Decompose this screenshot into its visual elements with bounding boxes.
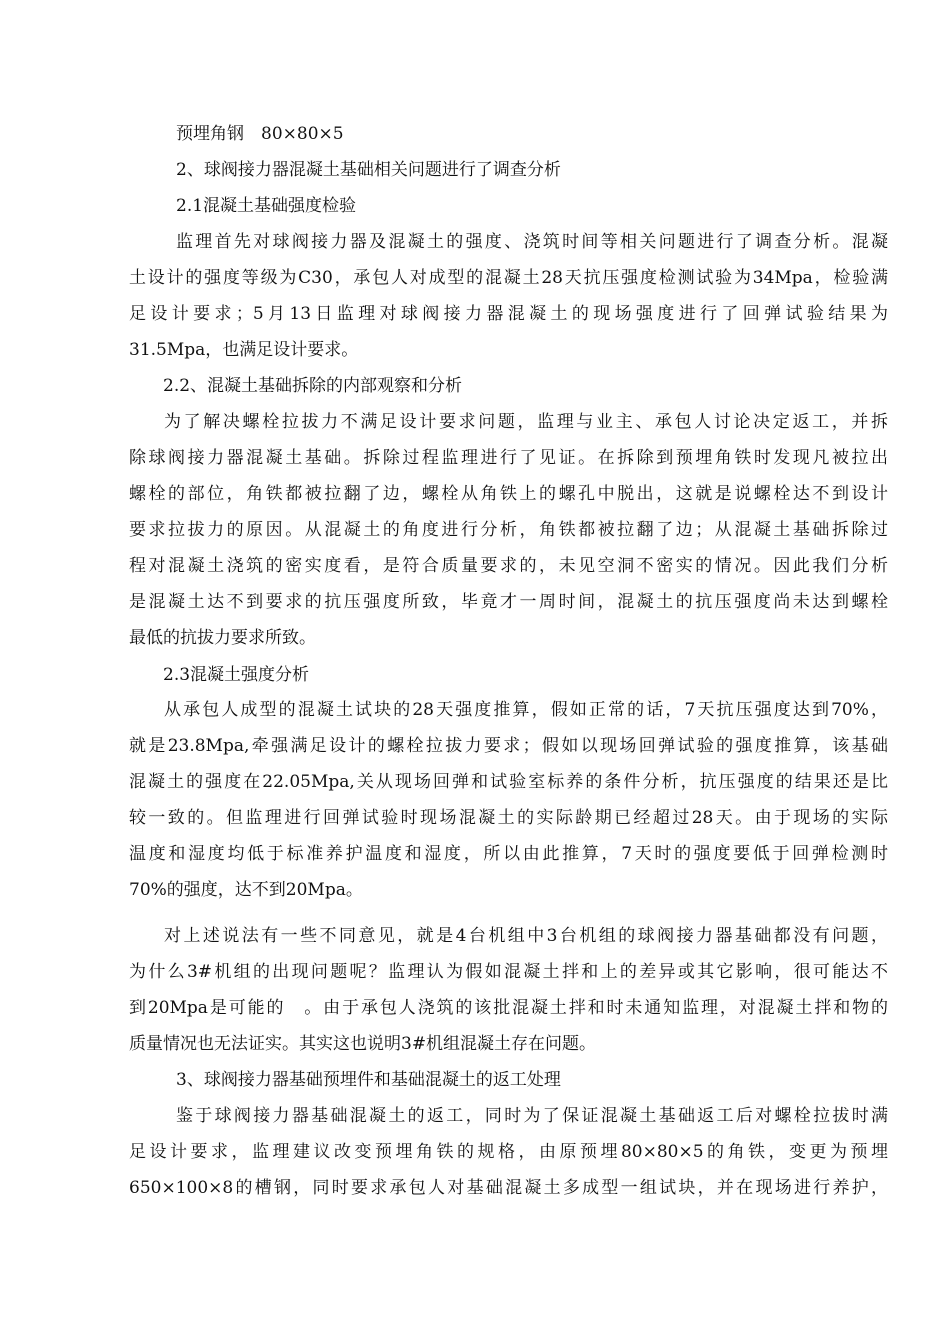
paragraph-line: 温度和湿度均低于标准养护温度和湿度，所以由此推算，7天时的强度要低于回弹检测时 <box>129 844 888 864</box>
paragraph-line: 到20Mpa是可能的 。由于承包人浇筑的该批混凝土拌和时未通知监理，对混凝土拌和物的 <box>129 998 888 1018</box>
paragraph-line: 为什么3#机组的出现问题呢？监理认为假如混凝土拌和上的差异或其它影响，很可能达不 <box>129 962 888 982</box>
paragraph-line: 程对混凝土浇筑的密实度看，是符合质量要求的，未见空洞不密实的情况。因此我们分析 <box>129 556 888 576</box>
paragraph-line: 螺栓的部位，角铁都被拉翻了边，螺栓从角铁上的螺孔中脱出，这就是说螺栓达不到设计 <box>129 484 888 504</box>
paragraph-line: 31.5Mpa，也满足设计要求。 <box>129 340 359 360</box>
paragraph-line: 从承包人成型的混凝土试块的28天强度推算，假如正常的话，7天抗压强度达到70%， <box>164 700 888 720</box>
section-heading: 3、球阀接力器基础预埋件和基础混凝土的返工处理 <box>176 1070 561 1090</box>
paragraph-line: 质量情况也无法证实。其实这也说明3#机组混凝土存在问题。 <box>129 1034 597 1054</box>
paragraph-line: 最低的抗拔力要求所致。 <box>129 628 316 648</box>
subsection-heading: 2.3混凝土强度分析 <box>163 665 310 685</box>
paragraph-line: 混凝土的强度在22.05Mpa,关从现场回弹和试验室标养的条件分析，抗压强度的结果还是比 <box>129 772 888 792</box>
paragraph-line: 是混凝土达不到要求的抗压强度所致，毕竟才一周时间，混凝土的抗压强度尚未达到螺栓 <box>129 592 888 612</box>
embedded-angle-line: 预埋角钢 80×80×5 <box>176 124 344 144</box>
paragraph-line: 鉴于球阀接力器基础混凝土的返工，同时为了保证混凝土基础返工后对螺栓拉拔时满 <box>176 1106 888 1126</box>
paragraph-line: 为了解决螺栓拉拔力不满足设计要求问题，监理与业主、承包人讨论决定返工，并拆 <box>164 412 888 432</box>
paragraph-line: 足设计要求；5月13日监理对球阀接力器混凝土的现场强度进行了回弹试验结果为 <box>129 304 888 324</box>
paragraph-line: 对上述说法有一些不同意见，就是4台机组中3台机组的球阀接力器基础都没有问题， <box>164 926 888 946</box>
paragraph-line: 除球阀接力器混凝土基础。拆除过程监理进行了见证。在拆除到预埋角铁时发现凡被拉出 <box>129 448 888 468</box>
paragraph-line: 650×100×8的槽钢，同时要求承包人对基础混凝土多成型一组试块，并在现场进行养护， <box>129 1178 888 1198</box>
paragraph-line: 足设计要求，监理建议改变预埋角铁的规格，由原预埋80×80×5的角铁，变更为预埋 <box>129 1142 888 1162</box>
section-heading: 2、球阀接力器混凝土基础相关问题进行了调查分析 <box>176 160 561 180</box>
paragraph-line: 70%的强度，达不到20Mpa。 <box>129 880 363 900</box>
subsection-heading: 2.2、混凝土基础拆除的内部观察和分析 <box>163 376 463 396</box>
paragraph-line: 就是23.8Mpa,牵强满足设计的螺栓拉拔力要求；假如以现场回弹试验的强度推算，该基础 <box>129 736 888 756</box>
subsection-heading: 2.1混凝土基础强度检验 <box>176 196 357 216</box>
paragraph-line: 监理首先对球阀接力器及混凝土的强度、浇筑时间等相关问题进行了调查分析。混凝 <box>176 232 888 252</box>
paragraph-line: 要求拉拔力的原因。从混凝土的角度进行分析，角铁都被拉翻了边；从混凝土基础拆除过 <box>129 520 888 540</box>
paragraph-line: 土设计的强度等级为C30，承包人对成型的混凝土28天抗压强度检测试验为34Mpa，检验满 <box>129 268 888 288</box>
paragraph-line: 较一致的。但监理进行回弹试验时现场混凝土的实际龄期已经超过28天。由于现场的实际 <box>129 808 888 828</box>
